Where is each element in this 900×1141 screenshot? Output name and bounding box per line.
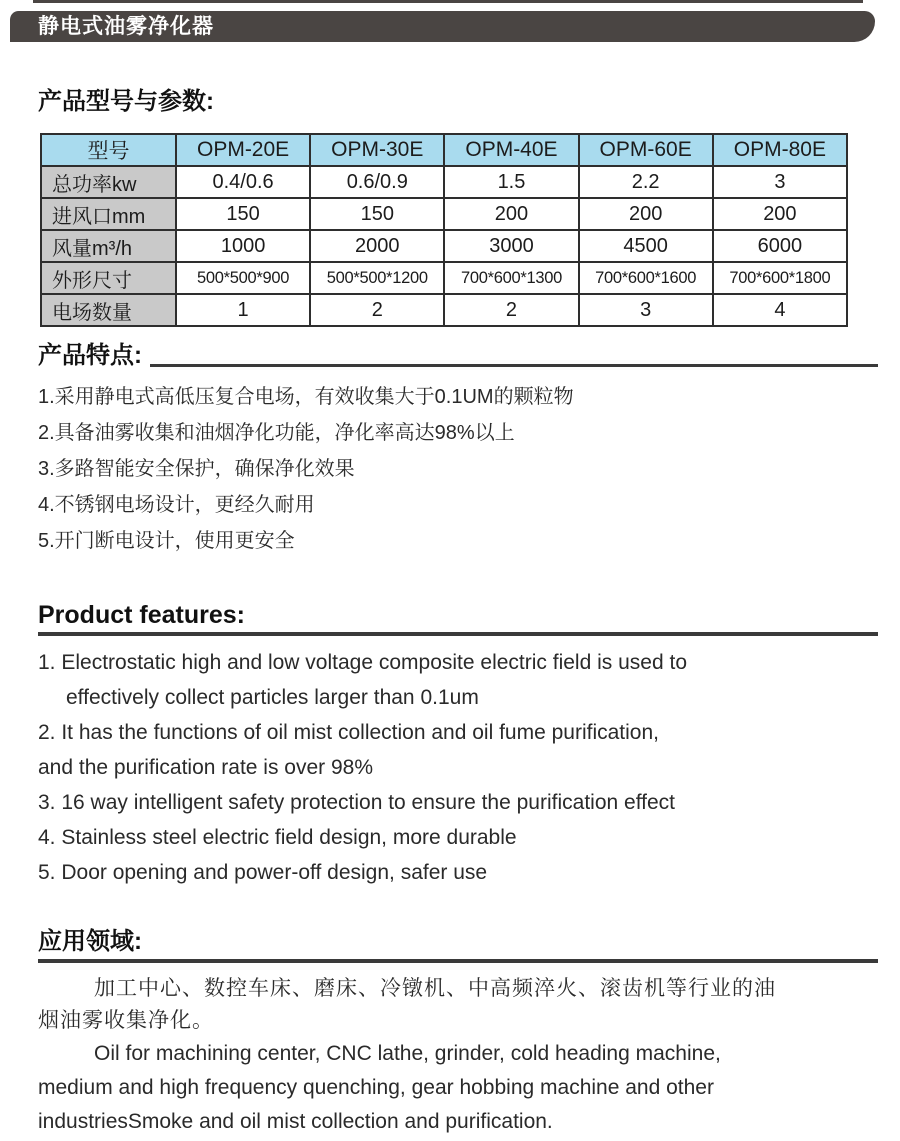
spec-value: 3: [579, 294, 713, 326]
spec-table: [40, 133, 848, 327]
features-cn-list: [38, 379, 878, 559]
table-row: [41, 262, 847, 294]
feature-line-en: effectively collect particles larger than 0.1um: [66, 686, 479, 709]
spec-value: 2000: [310, 230, 444, 262]
spec-value: 200: [579, 198, 713, 230]
section-heading-features-en: Product features:: [38, 601, 245, 629]
spec-value: 150: [176, 198, 310, 230]
table-row: [41, 166, 847, 198]
feature-item-cn: 5.开门断电设计，使用更安全: [38, 530, 295, 552]
table-header-cell: OPM-20E: [176, 134, 310, 166]
spec-value: 0.6/0.9: [310, 166, 444, 198]
spec-value: 3: [713, 166, 847, 198]
spec-value: 700*600*1600: [579, 262, 713, 294]
section-heading-specs: 产品型号与参数:: [38, 88, 214, 115]
spec-value: 200: [444, 198, 578, 230]
section-heading-applications: 应用领域:: [38, 928, 142, 955]
table-header-cell: OPM-80E: [713, 134, 847, 166]
row-label: 总功率kw: [41, 166, 176, 198]
application-text-en-line: Oil for machining center, CNC lathe, grinder, cold heading machine,: [94, 1042, 721, 1065]
feature-line-en: 2. It has the functions of oil mist collection and oil fume purification,: [38, 721, 659, 744]
feature-line-en: 5. Door opening and power-off design, safer use: [38, 861, 488, 884]
section-heading-features-cn: 产品特点:: [38, 342, 142, 369]
row-label: 外形尺寸: [41, 262, 176, 294]
spec-value: 1000: [176, 230, 310, 262]
heading-rule: [38, 959, 878, 963]
spec-value: 700*600*1800: [713, 262, 847, 294]
heading-rule: [38, 632, 878, 636]
spec-value: 150: [310, 198, 444, 230]
document-body: [38, 88, 878, 1139]
spec-value: 200: [713, 198, 847, 230]
table-header-row: [41, 134, 847, 166]
applications-text-en: [38, 1037, 878, 1139]
spec-value: 2: [310, 294, 444, 326]
feature-item-cn: 2.具备油雾收集和油烟净化功能，净化率高达98%以上: [38, 422, 515, 444]
row-label: 风量m³/h: [41, 230, 176, 262]
table-row: [41, 230, 847, 262]
table-header-cell: OPM-30E: [310, 134, 444, 166]
section-heading-features-cn-row: [38, 342, 878, 370]
spec-value: 6000: [713, 230, 847, 262]
feature-item-cn: 4.不锈钢电场设计，更经久耐用: [38, 494, 315, 516]
application-text-en-line: medium and high frequency quenching, gear hobbing machine and other: [38, 1076, 714, 1099]
spec-value: 1.5: [444, 166, 578, 198]
spec-value: 4500: [579, 230, 713, 262]
spec-value: 0.4/0.6: [176, 166, 310, 198]
feature-item-cn: 3.多路智能安全保护，确保净化效果: [38, 458, 355, 480]
top-border-line: [33, 0, 863, 3]
row-label: 电场数量: [41, 294, 176, 326]
application-text-en-line: industriesSmoke and oil mist collection and purification.: [38, 1110, 553, 1133]
application-text-cn-line: 烟油雾收集净化。: [38, 1009, 214, 1032]
spec-value: 700*600*1300: [444, 262, 578, 294]
applications-text-cn: [38, 973, 878, 1037]
table-row: [41, 294, 847, 326]
features-en-list: [38, 645, 878, 890]
heading-rule: [150, 364, 878, 367]
table-header-cell: 型号: [41, 134, 176, 166]
spec-value: 4: [713, 294, 847, 326]
spec-value: 2.2: [579, 166, 713, 198]
feature-line-en: 3. 16 way intelligent safety protection to ensure the purification effect: [38, 791, 675, 814]
feature-line-en: and the purification rate is over 98%: [38, 756, 374, 779]
table-header-cell: OPM-60E: [579, 134, 713, 166]
application-text-cn-line: 加工中心、数控车床、磨床、冷镦机、中高频淬火、滚齿机等行业的油: [94, 977, 776, 1000]
feature-item-cn: 1.采用静电式高低压复合电场，有效收集大于0.1UM的颗粒物: [38, 386, 574, 408]
page-title-bar: [10, 11, 875, 42]
spec-value: 500*500*1200: [310, 262, 444, 294]
page-title: 静电式油雾净化器: [38, 15, 214, 38]
spec-value: 2: [444, 294, 578, 326]
row-label: 进风口mm: [41, 198, 176, 230]
table-row: [41, 198, 847, 230]
spec-value: 3000: [444, 230, 578, 262]
spec-value: 500*500*900: [176, 262, 310, 294]
feature-line-en: 1. Electrostatic high and low voltage composite electric field is used to: [38, 651, 688, 674]
spec-value: 1: [176, 294, 310, 326]
feature-line-en: 4. Stainless steel electric field design, more durable: [38, 826, 517, 849]
table-header-cell: OPM-40E: [444, 134, 578, 166]
